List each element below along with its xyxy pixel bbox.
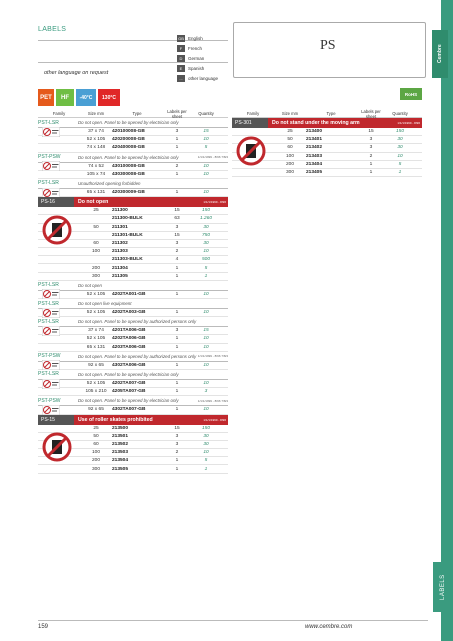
cell-size: 300 xyxy=(285,170,294,176)
table-row xyxy=(38,362,228,370)
cell-size: 300 xyxy=(91,273,100,279)
cell-type: 213402 xyxy=(306,145,323,151)
family-description: Do not open live equipment xyxy=(78,301,132,306)
sign-image xyxy=(38,378,80,390)
cell-labels: 15 xyxy=(174,208,180,214)
material-badges xyxy=(38,89,120,106)
family-row xyxy=(38,197,228,207)
cell-size: 52 x 105 xyxy=(86,291,106,297)
cell-type: 211304 xyxy=(112,265,128,271)
cell-qty: 30 xyxy=(397,137,403,143)
sign-image xyxy=(38,307,80,319)
cell-qty: 10 xyxy=(203,249,209,255)
cell-size: 200 xyxy=(285,161,294,167)
header-labels: Labels per sheet xyxy=(361,108,381,119)
cell-qty: 15 xyxy=(203,328,209,334)
family-name: PST-LSR xyxy=(38,282,59,289)
cell-qty: 10 xyxy=(203,381,209,387)
cell-labels: 1 xyxy=(175,137,179,143)
cell-qty: 1 xyxy=(398,170,402,176)
table-row xyxy=(38,189,228,197)
cell-labels: 3 xyxy=(369,145,373,151)
cell-size: 37 x 74 xyxy=(88,129,104,135)
family-description: Do not open xyxy=(78,282,102,288)
cell-labels: 3 xyxy=(369,137,373,143)
standard-code: 1/1/1/1999 - 8/96 7/8/4 xyxy=(197,155,228,160)
prohibition-sign-icon xyxy=(236,136,266,168)
header-qty: Quantity xyxy=(392,111,408,116)
family-description: Do not open. Panel to be opened by authorized persons only xyxy=(78,319,197,325)
cell-qty: 10 xyxy=(203,310,209,316)
cell-labels: 15 xyxy=(174,232,180,238)
cell-qty: 5 xyxy=(204,458,208,464)
language-name: French xyxy=(188,45,203,51)
family-row xyxy=(232,118,422,128)
cell-type: 4202TA003-GB xyxy=(112,310,146,316)
cell-qty: 5 xyxy=(204,265,208,271)
table-row xyxy=(38,144,228,152)
cell-qty: 150 xyxy=(201,425,210,431)
cell-type: 213404 xyxy=(306,161,323,167)
cell-type: 430300008-GB xyxy=(112,171,145,177)
cell-type: 211301-BULK xyxy=(112,232,143,238)
family-name: PST-LSR xyxy=(38,300,59,307)
cell-size: 92 x 65 xyxy=(88,362,104,368)
cell-qty: 30 xyxy=(397,145,403,151)
table-row xyxy=(232,144,422,152)
family-description: Use of roller skates prohibited xyxy=(78,416,153,423)
cell-type: 4202TA007-GB xyxy=(112,381,146,387)
language-list xyxy=(177,33,227,83)
cell-size: 74 x 148 xyxy=(86,145,106,151)
prohibition-icon xyxy=(42,288,60,300)
cell-size: 92 x 65 xyxy=(88,407,104,413)
product-code: PS xyxy=(320,38,336,53)
cell-size: 100 xyxy=(285,153,294,159)
family-description: Do not stand under the moving arm xyxy=(272,120,360,126)
cell-qty: 10 xyxy=(203,163,209,169)
cell-labels: 1 xyxy=(175,362,179,368)
family-name: PST-PSW xyxy=(38,154,61,161)
family-name: PST-PSW xyxy=(38,397,61,404)
cell-labels: 1 xyxy=(175,381,179,387)
cell-qty: 30 xyxy=(203,240,209,246)
cell-size: 105 x 210 xyxy=(85,389,107,395)
cell-type: 4203TA006-GB xyxy=(112,344,146,350)
side-tab[interactable]: LABELS xyxy=(433,562,453,612)
cell-qty: 10 xyxy=(397,153,403,159)
header-size: Size mm xyxy=(87,111,105,116)
cell-qty: 500 xyxy=(201,257,210,263)
header-type: Type xyxy=(132,111,142,116)
divider xyxy=(38,620,428,621)
cell-labels: 1 xyxy=(175,407,179,413)
language-name: German xyxy=(188,55,205,61)
language-name: English xyxy=(188,35,203,41)
language-code: ... xyxy=(177,75,185,82)
family-name: PST-LSR xyxy=(38,119,59,126)
cell-labels: 1 xyxy=(369,170,373,176)
cell-type: 4201TA006-GB xyxy=(112,328,146,334)
family-description: Unauthorized opening forbidden xyxy=(78,180,141,186)
cell-type: 211300 xyxy=(112,208,128,214)
cell-labels: 1 xyxy=(175,171,179,177)
language-item xyxy=(177,73,227,83)
cell-size: 65 x 131 xyxy=(86,190,106,196)
cell-size: 105 x 74 xyxy=(86,171,106,177)
cell-type: 213401 xyxy=(306,137,323,143)
table-row xyxy=(232,169,422,177)
cell-qty: 15 xyxy=(203,129,209,135)
table-row xyxy=(38,380,228,388)
cell-size: 50 xyxy=(287,137,293,143)
cell-size: 52 x 105 xyxy=(86,310,106,316)
cell-size: 65 x 131 xyxy=(86,344,106,350)
family-description: Do not open xyxy=(78,199,109,206)
prohibition-icon xyxy=(42,307,60,319)
cell-type: 213400 xyxy=(306,129,323,135)
table-row xyxy=(38,207,228,215)
cell-qty: 30 xyxy=(203,224,209,230)
cell-type: 211303 xyxy=(112,249,128,255)
cell-size: 50 xyxy=(93,224,99,230)
hf-badge: HF xyxy=(56,89,74,106)
language-name: other language xyxy=(188,75,219,81)
header-type: Type xyxy=(326,111,336,116)
cell-type: 213505 xyxy=(112,466,129,472)
cell-type: 213403 xyxy=(306,153,323,159)
prohibition-icon xyxy=(42,359,60,371)
prohibition-icon xyxy=(42,126,60,138)
header-qty: Quantity xyxy=(198,111,214,116)
rohs-badge: RoHS xyxy=(400,88,422,100)
sign-image xyxy=(38,288,80,300)
table-header xyxy=(38,110,228,118)
language-code: F xyxy=(177,45,185,52)
cell-type: 213405 xyxy=(306,170,323,176)
family-row xyxy=(38,415,228,425)
cell-type: 211302 xyxy=(112,240,128,246)
cell-type: 213504 xyxy=(112,458,129,464)
cell-size: 100 xyxy=(91,450,100,456)
cell-labels: 1 xyxy=(175,190,179,196)
cell-type: 211305 xyxy=(112,273,128,279)
sign-image xyxy=(38,126,80,138)
prohibition-icon xyxy=(42,325,60,337)
cell-labels: 1 xyxy=(175,145,179,151)
cell-qty: 10 xyxy=(203,291,209,297)
cell-qty: 150 xyxy=(395,129,404,135)
cell-size: 60 xyxy=(93,441,99,447)
prohibition-icon xyxy=(42,160,60,172)
family-description: Do not open. Panel to be opened by electrician only xyxy=(78,120,179,125)
family-name: PST-LSR xyxy=(38,180,59,187)
language-note: other language on request xyxy=(44,70,109,76)
cell-labels: 1 xyxy=(175,466,179,472)
cell-labels: 1 xyxy=(369,161,373,167)
cell-qty: 10 xyxy=(203,407,209,413)
cell-qty: 1 xyxy=(204,273,208,279)
table-row xyxy=(38,291,228,299)
cell-size: 50 xyxy=(93,433,99,439)
cell-type: 4302TA007-GB xyxy=(112,407,146,413)
cell-qty: 30 xyxy=(203,433,209,439)
table-row xyxy=(38,264,228,272)
cell-qty: 3 xyxy=(204,389,208,395)
standard-code: 1/1/1/1999 - 8/96 xyxy=(203,417,226,422)
cell-size: 74 x 52 xyxy=(88,163,104,169)
cell-qty: 10 xyxy=(203,336,209,342)
header-labels: Labels per sheet xyxy=(167,108,187,119)
cell-qty: 10 xyxy=(203,450,209,456)
sign-image xyxy=(38,325,80,337)
family-name: PST-LSR xyxy=(38,318,59,325)
language-code: E xyxy=(177,65,185,72)
max-temp-badge: 130°C xyxy=(98,89,120,106)
cell-size: 200 xyxy=(91,458,100,464)
brand-logo: Cembre xyxy=(432,30,448,78)
cell-labels: 1 xyxy=(175,344,179,350)
cell-type: 4302TA006-GB xyxy=(112,362,146,368)
cell-labels: 2 xyxy=(369,153,373,159)
cell-labels: 3 xyxy=(175,328,179,334)
cell-type: 420100008-GB xyxy=(112,129,145,135)
side-strip xyxy=(441,0,453,641)
section-title: LABELS xyxy=(38,26,67,33)
table-row xyxy=(38,406,228,414)
family-name: PST-PSW xyxy=(38,353,61,360)
cell-type: 211303-BULK xyxy=(112,257,143,263)
cell-labels: 63 xyxy=(174,216,180,222)
table-row xyxy=(38,425,228,433)
cell-labels: 15 xyxy=(174,425,180,431)
cell-labels: 2 xyxy=(175,249,179,255)
family-name: PS-16 xyxy=(38,197,74,207)
cell-qty: 5 xyxy=(398,161,402,167)
cell-qty: 1 xyxy=(204,466,208,472)
header-family: Family xyxy=(52,111,66,116)
cell-qty: 150 xyxy=(201,208,210,214)
language-name: Spanish xyxy=(188,65,205,71)
cell-size: 60 xyxy=(287,145,293,151)
table-row xyxy=(38,224,228,232)
cell-size: 25 xyxy=(93,208,99,214)
cell-type: 4202TA001-GB xyxy=(112,291,146,297)
table-row xyxy=(38,441,228,449)
cell-labels: 3 xyxy=(175,240,179,246)
table-row xyxy=(38,248,228,256)
cell-labels: 2 xyxy=(175,163,179,169)
cell-type: 420300009-GB xyxy=(112,190,145,196)
cell-qty: 10 xyxy=(203,137,209,143)
cell-size: 60 xyxy=(93,240,99,246)
family-description: Do not open. Panel to be opened by authorized persons only xyxy=(78,353,197,359)
table-row xyxy=(38,344,228,352)
sign-image xyxy=(38,160,80,172)
cell-type: 213501 xyxy=(112,433,129,439)
cell-qty: 10 xyxy=(203,190,209,196)
cell-labels: 1 xyxy=(175,310,179,316)
table-row xyxy=(38,273,228,281)
min-temp-badge: -40°C xyxy=(76,89,96,106)
standard-code: 1/1/1/1999 - 8/96 xyxy=(203,200,226,205)
cell-labels: 15 xyxy=(368,129,374,135)
table-header xyxy=(232,110,422,118)
language-item xyxy=(177,53,227,63)
cell-size: 52 x 105 xyxy=(86,137,106,143)
cell-size: 200 xyxy=(91,265,100,271)
cell-size: 52 x 105 xyxy=(86,336,106,342)
table-row xyxy=(38,128,228,136)
prohibition-icon xyxy=(42,378,60,390)
standard-code: 1/1/1/1999 - 8/96 xyxy=(397,121,420,125)
table-row xyxy=(38,256,228,264)
table-row xyxy=(38,465,228,473)
cell-labels: 1 xyxy=(175,265,179,271)
cell-type: 420200008-GB xyxy=(112,137,145,143)
cell-type: 4205TA007-GB xyxy=(112,389,146,395)
cell-size: 100 xyxy=(91,249,100,255)
family-name: PS-301 xyxy=(232,118,268,128)
family-name: PST-LSR xyxy=(38,371,59,378)
language-item xyxy=(177,63,227,73)
cell-labels: 3 xyxy=(175,224,179,230)
header-family: Family xyxy=(246,111,260,116)
cell-qty: 30 xyxy=(203,441,209,447)
right-table xyxy=(232,110,422,177)
family-description: Do not open. Panel to be opened by electrician only xyxy=(78,154,179,160)
cell-size: 25 xyxy=(287,129,293,135)
cell-type: 420400008-GB xyxy=(112,145,145,151)
pet-badge: PET xyxy=(38,89,54,106)
cell-type: 430100008-GB xyxy=(112,163,145,169)
prohibition-sign-icon xyxy=(42,432,72,464)
cell-size: 37 x 74 xyxy=(88,328,104,334)
cell-labels: 2 xyxy=(175,450,179,456)
cell-labels: 1 xyxy=(175,273,179,279)
family-name: PS-15 xyxy=(38,415,74,425)
page-number: 159 xyxy=(38,624,49,630)
cell-labels: 4 xyxy=(175,257,179,263)
table-row xyxy=(38,163,228,171)
prohibition-sign-icon xyxy=(42,215,72,247)
header-size: Size mm xyxy=(281,111,299,116)
cell-size: 300 xyxy=(91,466,100,472)
sign-image xyxy=(38,359,80,371)
cell-labels: 1 xyxy=(175,458,179,464)
cell-labels: 1 xyxy=(175,336,179,342)
cell-qty: 10 xyxy=(203,362,209,368)
family-description: Do not open. Panel to be opened by electrician only xyxy=(78,398,179,404)
cell-type: 213503 xyxy=(112,450,129,456)
table-row xyxy=(38,309,228,317)
table-row xyxy=(232,128,422,136)
cell-labels: 3 xyxy=(175,441,179,447)
cell-labels: 1 xyxy=(175,291,179,297)
cell-type: 213500 xyxy=(112,425,129,431)
cell-type: 211301 xyxy=(112,224,128,230)
cell-qty: 10 xyxy=(203,344,209,350)
cell-type: 4202TA006-GB xyxy=(112,336,146,342)
language-item xyxy=(177,43,227,53)
language-code: D xyxy=(177,55,185,62)
standard-code: 1/1/1/1999 - 8/96 7/8/4 xyxy=(197,354,228,359)
standard-code: 1/1/1/1999 - 8/96 7/8/4 xyxy=(197,398,228,403)
table-row xyxy=(38,327,228,335)
cell-qty: 750 xyxy=(201,232,210,238)
cell-labels: 3 xyxy=(175,129,179,135)
left-table xyxy=(38,110,228,474)
cell-labels: 1 xyxy=(175,389,179,395)
cell-qty: 5 xyxy=(204,145,208,151)
cell-qty: 10 xyxy=(203,171,209,177)
cell-type: 211300-BULK xyxy=(112,216,143,222)
language-code: GB xyxy=(178,35,184,41)
cell-labels: 3 xyxy=(175,433,179,439)
cell-size: 52 x 105 xyxy=(86,381,106,387)
website-link[interactable]: www.cembre.com xyxy=(305,624,353,630)
language-item xyxy=(177,33,227,43)
cell-type: 213502 xyxy=(112,441,129,447)
cell-size: 25 xyxy=(93,425,99,431)
cell-qty: 1.260 xyxy=(199,216,212,222)
family-description: Do not open. Panel to be opened by electrician only xyxy=(78,371,179,377)
